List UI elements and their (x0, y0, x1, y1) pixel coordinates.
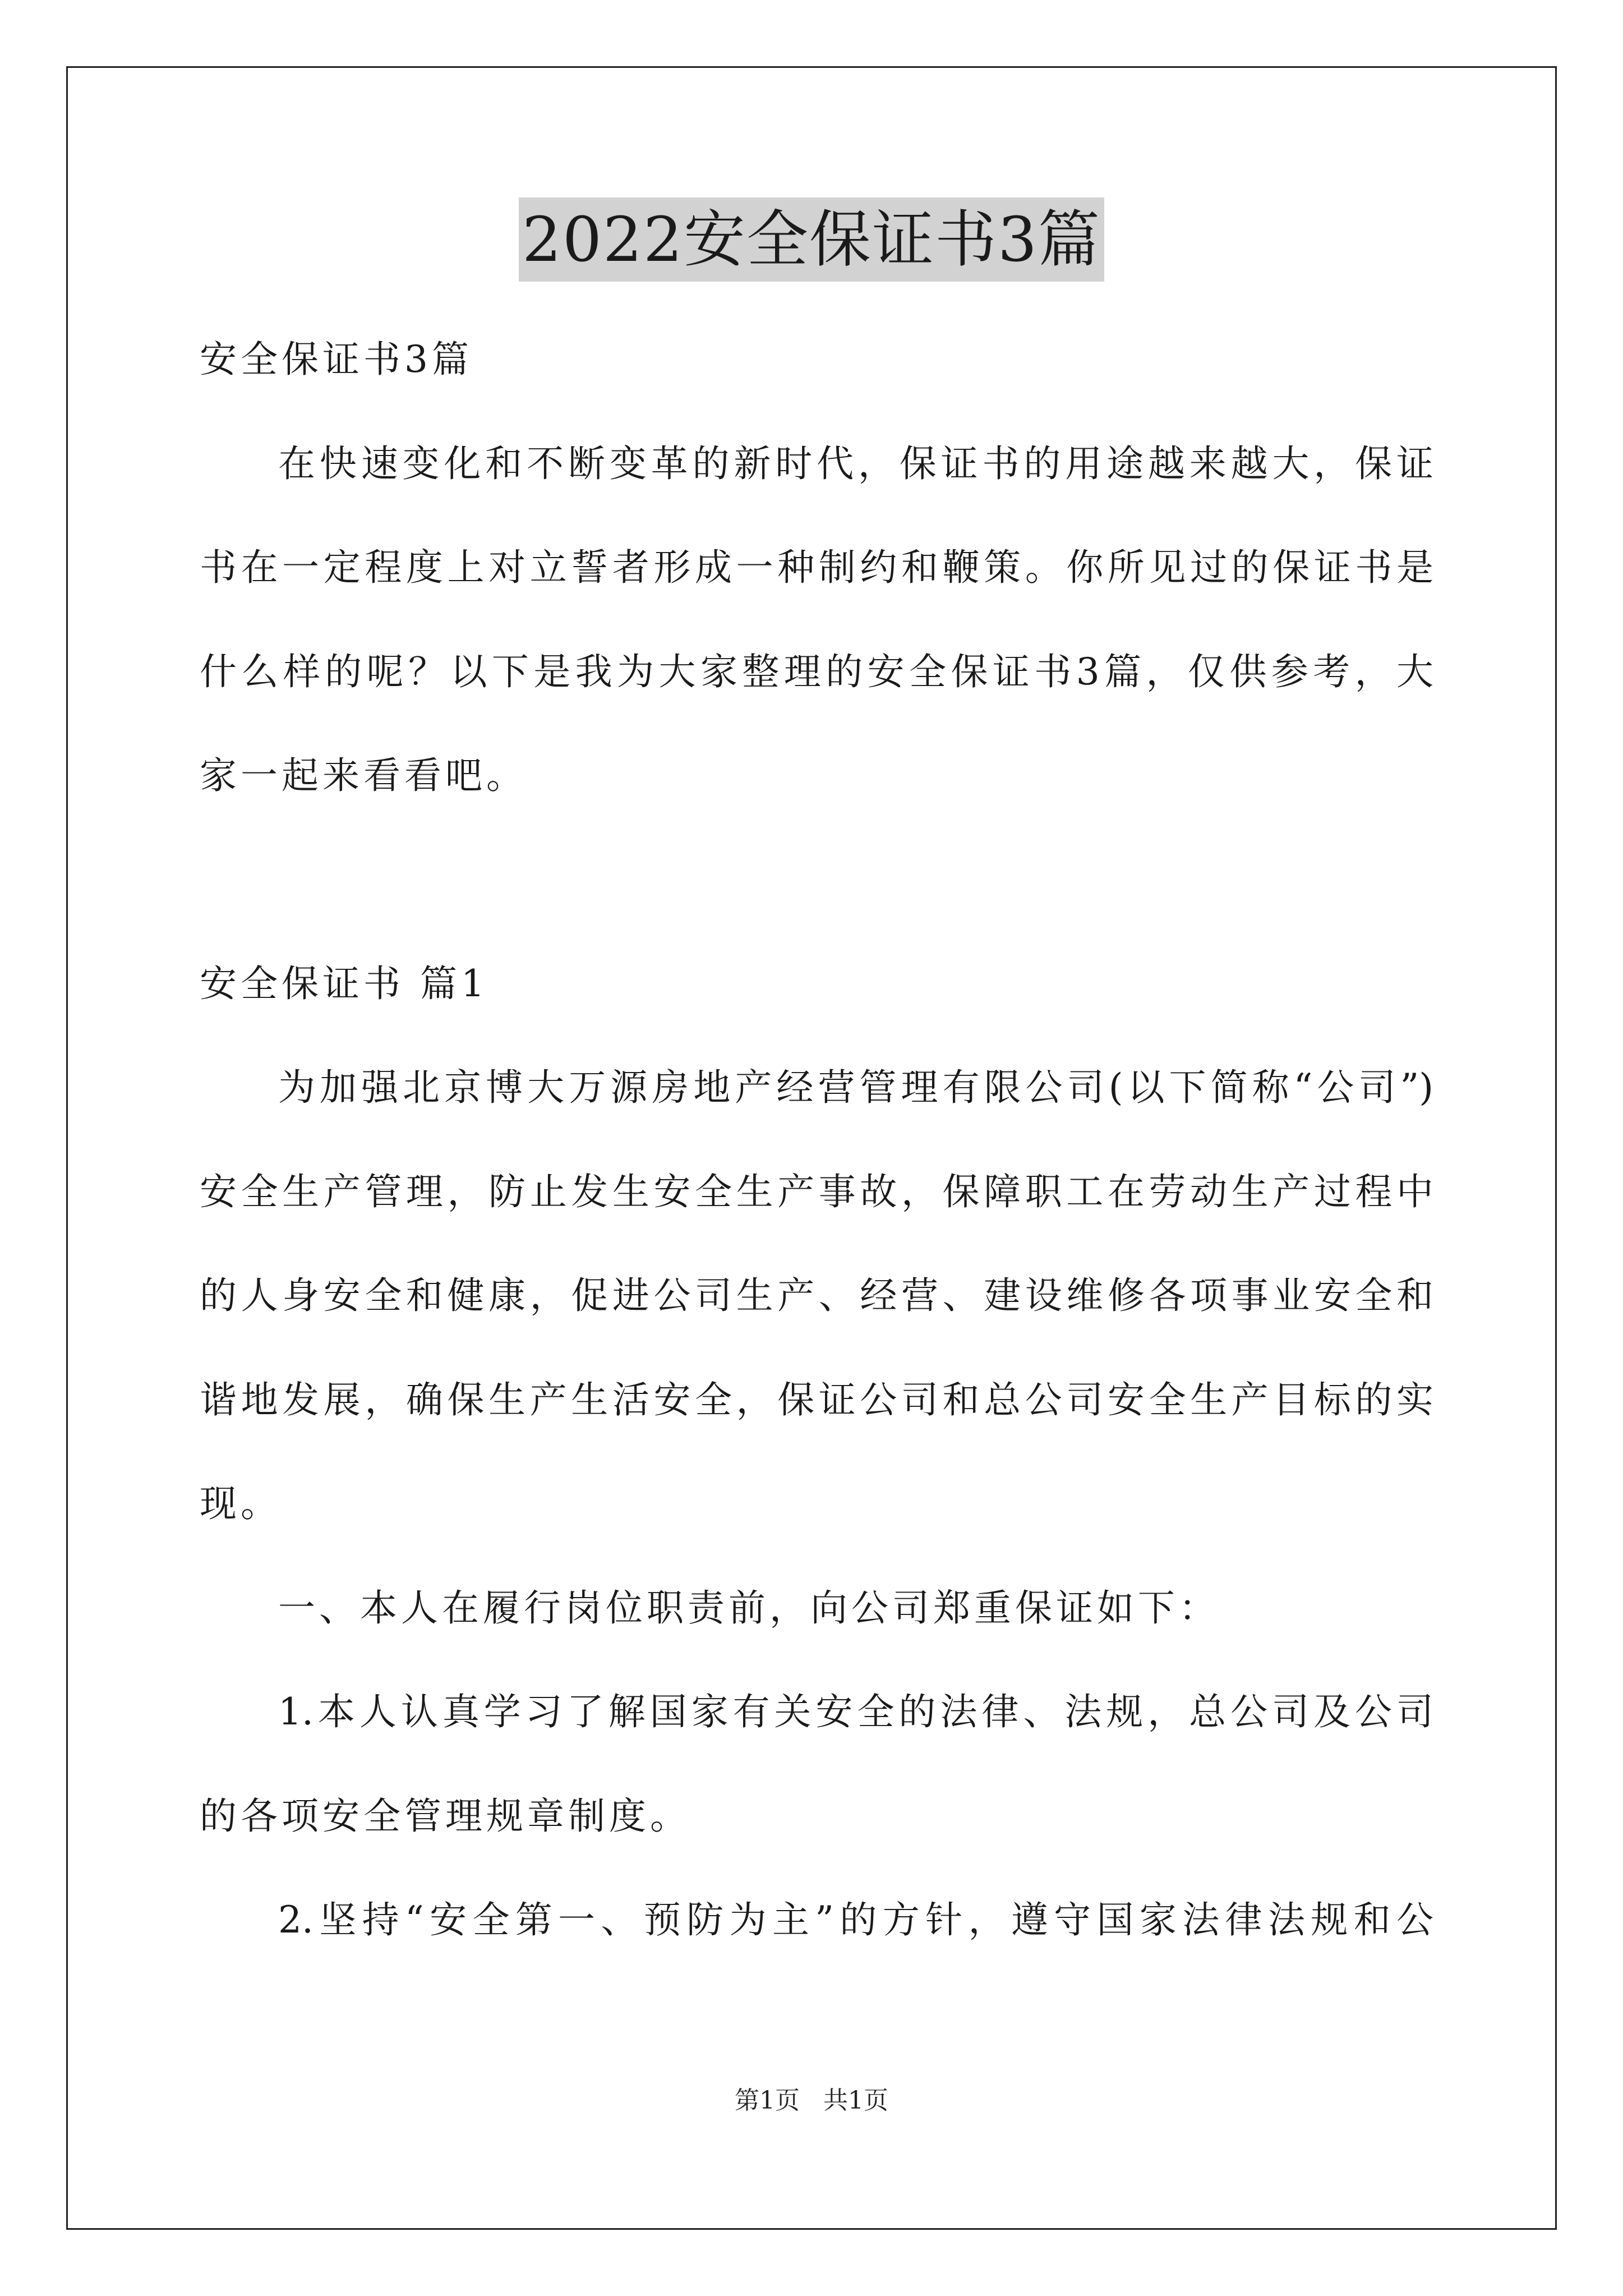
section-gap (200, 828, 1433, 932)
item-line: 2.坚持“安全第一、预防为主”的方针，遵守国家法律法规和公 (278, 1898, 1433, 1941)
document-body (200, 307, 1433, 1972)
pledge-intro: 一、本人在履行岗位职责前，向公司郑重保证如下： (278, 1586, 1220, 1630)
body-line: 安全生产管理，防止发生安全生产事故，保障职工在劳动生产过程中 (200, 1170, 1433, 1213)
title-container (0, 197, 1623, 282)
item-line: 的各项安全管理规章制度。 (200, 1794, 691, 1838)
page-footer: 第1页 共1页 (735, 2086, 888, 2115)
body-line: 的人身安全和健康，促进公司生产、经营、建设维修各项事业安全和 (200, 1274, 1433, 1317)
item-line: 1.本人认真学习了解国家有关安全的法律、法规，总公司及公司 (278, 1690, 1433, 1733)
subtitle: 安全保证书3篇 (200, 338, 473, 381)
intro-line: 什么样的呢？以下是我为大家整理的安全保证书3篇，仅供参考，大 (200, 650, 1433, 693)
body-line: 现。 (200, 1482, 282, 1525)
intro-line: 在快速变化和不断变革的新时代，保证书的用途越来越大，保证 (278, 441, 1433, 485)
body-line: 为加强北京博大万源房地产经营管理有限公司(以下简称“公司”) (278, 1066, 1433, 1109)
document-title: 2022安全保证书3篇 (519, 197, 1104, 282)
intro-line: 家一起来看看吧。 (200, 754, 527, 797)
intro-line: 书在一定程度上对立誓者形成一种制约和鞭策。你所见过的保证书是 (200, 546, 1433, 589)
section-heading: 安全保证书 篇1 (200, 961, 488, 1005)
body-line: 谐地发展，确保生产生活安全，保证公司和总公司安全生产目标的实 (200, 1378, 1433, 1421)
